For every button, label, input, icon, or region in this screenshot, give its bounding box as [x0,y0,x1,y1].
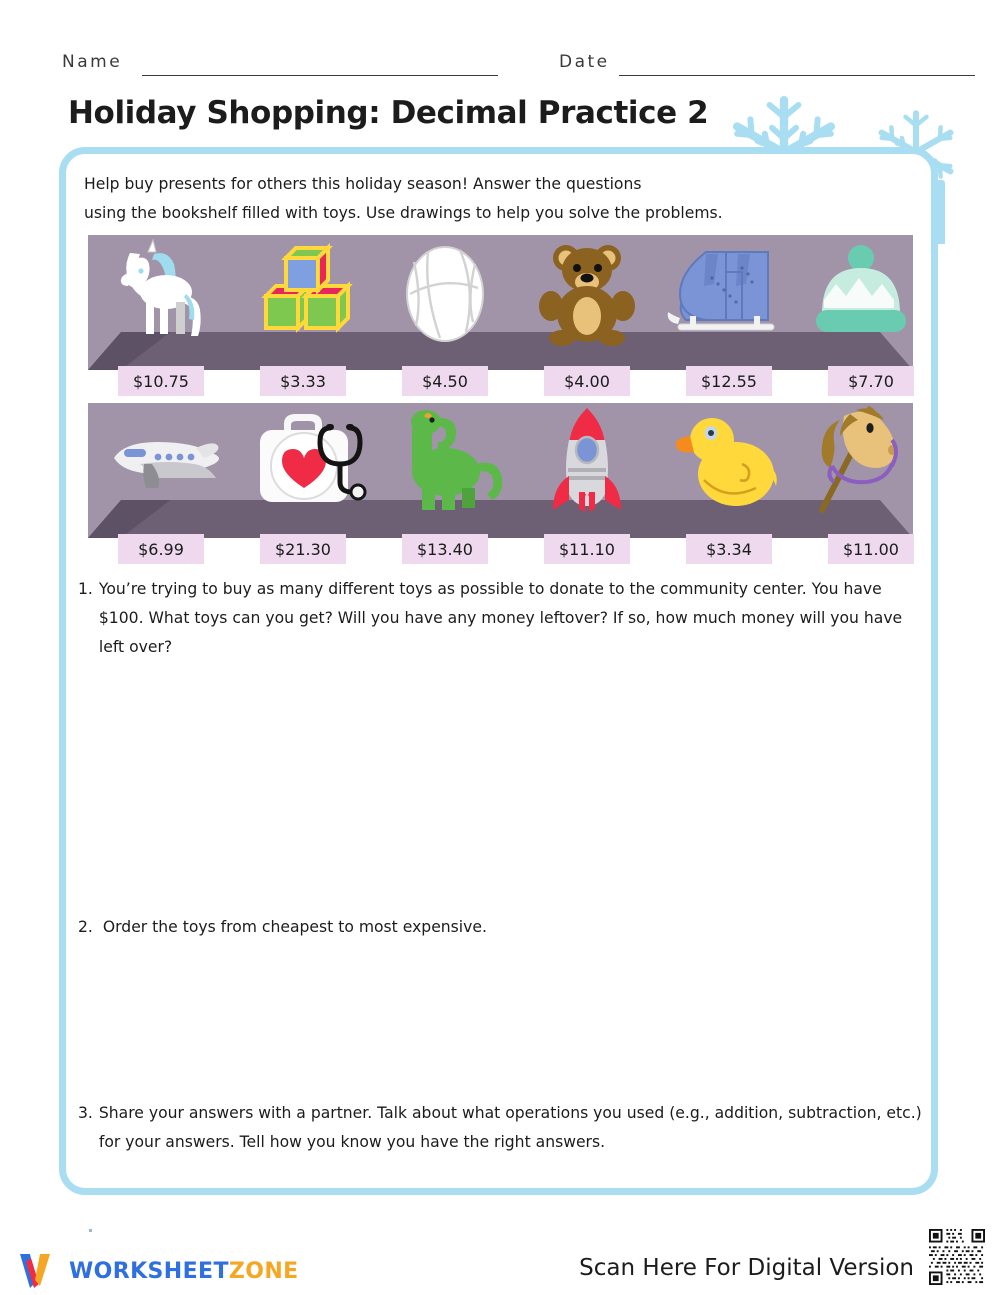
logo-text-zone: ZONE [228,1258,299,1284]
qr-code[interactable] [929,1229,985,1285]
toy-shelf-row-1 [88,235,913,370]
page-title: Holiday Shopping: Decimal Practice 2 [68,95,709,131]
dinosaur-toy [380,406,510,514]
instructions-text [84,170,784,228]
rubber-duck-toy [664,406,794,514]
winter-hat-toy [796,238,913,346]
teddy-bear-toy [522,238,652,346]
unicorn-toy [96,238,226,346]
price-tag: $4.00 [544,366,630,396]
date-write-line[interactable] [619,75,975,76]
instructions-line-2: using the bookshelf filled with toys. Use drawings to help you solve the problems. [84,204,723,222]
name-date-row [62,52,914,82]
ice-skates-toy [664,238,794,346]
question-text: Order the toys from cheapest to most expensive. [102,918,487,936]
price-tag: $12.55 [686,366,772,396]
page-speck [89,1229,92,1232]
price-tag: $7.70 [828,366,914,396]
date-label: Date [559,52,610,72]
toy-shelf-row-2 [88,403,913,538]
instructions-line-1: Help buy presents for others this holiday season! Answer the questions [84,175,642,193]
question-item-1 [78,575,930,662]
name-write-line[interactable] [142,75,498,76]
price-tag: $11.10 [544,534,630,564]
price-tag: $6.99 [118,534,204,564]
logo-text [69,1259,299,1284]
hobby-horse-toy [796,406,913,514]
price-tag: $3.33 [260,366,346,396]
price-tag: $4.50 [402,366,488,396]
logo-mark-icon [18,1252,60,1290]
worksheet-zone-logo[interactable] [18,1252,299,1290]
volleyball-toy [380,238,510,346]
price-tag: $3.34 [686,534,772,564]
question-number: 2. [78,918,93,936]
rocket-toy [522,406,652,514]
price-tag: $11.00 [828,534,914,564]
price-tag: $21.30 [260,534,346,564]
name-label: Name [62,52,123,72]
doctor-kit-toy [238,406,368,514]
question-number: 1. [78,580,93,598]
question-text: You’re trying to buy as many different toys as possible to donate to the community center. You have $100. What toys can you get? Will you have any money leftover? If so, how much money will you have left over? [98,580,903,656]
airplane-toy [96,406,226,514]
question-item-2 [78,913,930,942]
price-tag: $13.40 [402,534,488,564]
question-number: 3. [78,1104,93,1122]
scan-instruction-text: Scan Here For Digital Version [579,1255,914,1281]
logo-text-worksheet: WORKSHEET [69,1258,229,1284]
question-item-3 [78,1099,930,1157]
building-blocks-toy [238,238,368,346]
question-text: Share your answers with a partner. Talk about what operations you used (e.g., addition, subtraction, etc.) for your answers. Tell how you know you have the right answers. [98,1104,922,1151]
price-tag: $10.75 [118,366,204,396]
